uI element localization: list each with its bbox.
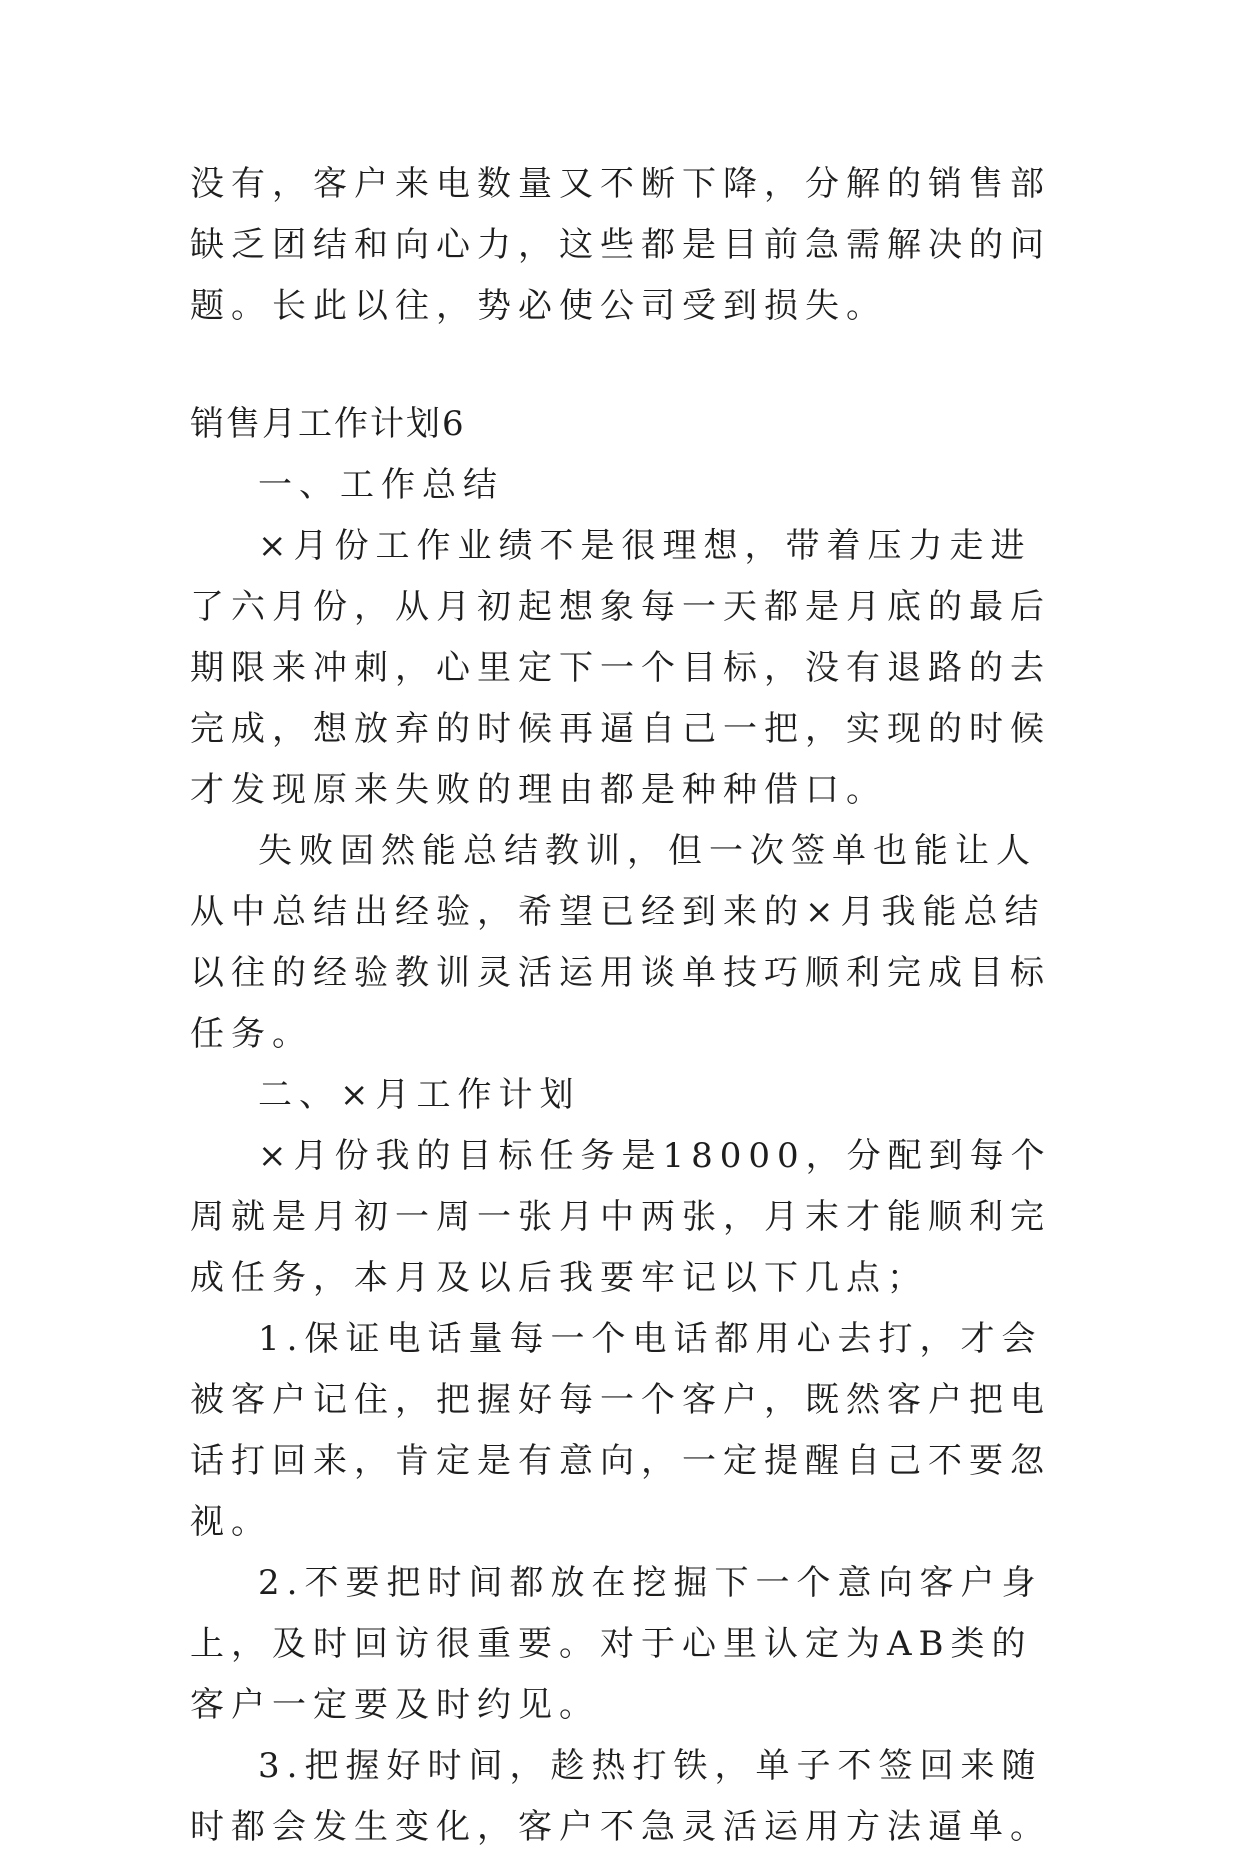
paragraph-continuation: 没有，客户来电数量又不断下降，分解的销售部缺乏团结和向心力，这些都是目前急需解决的问题。长此以往，势必使公司受到损失。 — [190, 164, 1051, 326]
list-item-1: 1.保证电话量每一个电话都用心去打，才会被客户记住，把握好每一个客户，既然客户把电话打回来，肯定是有意向，一定提醒自己不要忽视。 — [190, 1319, 1051, 1542]
subheading-work-plan: 二、×月工作计划 — [258, 1075, 581, 1115]
paragraph-performance: ×月份工作业绩不是很理想，带着压力走进了六月份，从月初起想象每一天都是月底的最后期限来冲刺，心里定下一个目标，没有退路的去完成，想放弃的时候再逼自己一把，实现的时候才发现原来失败的理由都是种种借口。 — [190, 526, 1051, 810]
section-title: 销售月工作计划6 — [190, 404, 466, 444]
document-body — [190, 154, 1070, 1858]
subheading-work-summary: 一、工作总结 — [258, 465, 504, 505]
list-item-2: 2.不要把时间都放在挖掘下一个意向客户身上，及时回访很重要。对于心里认定为AB类的客户一定要及时约见。 — [190, 1563, 1043, 1725]
paragraph-lessons: 失败固然能总结教训，但一次签单也能让人从中总结出经验，希望已经到来的×月我能总结以往的经验教训灵活运用谈单技巧顺利完成目标任务。 — [190, 831, 1051, 1054]
list-item-3: 3.把握好时间，趁热打铁，单子不签回来随时都会发生变化，客户不急灵活运用方法逼单。 — [190, 1746, 1051, 1847]
paragraph-target: ×月份我的目标任务是18000，分配到每个周就是月初一周一张月中两张，月末才能顺利完成任务，本月及以后我要牢记以下几点； — [190, 1136, 1052, 1298]
